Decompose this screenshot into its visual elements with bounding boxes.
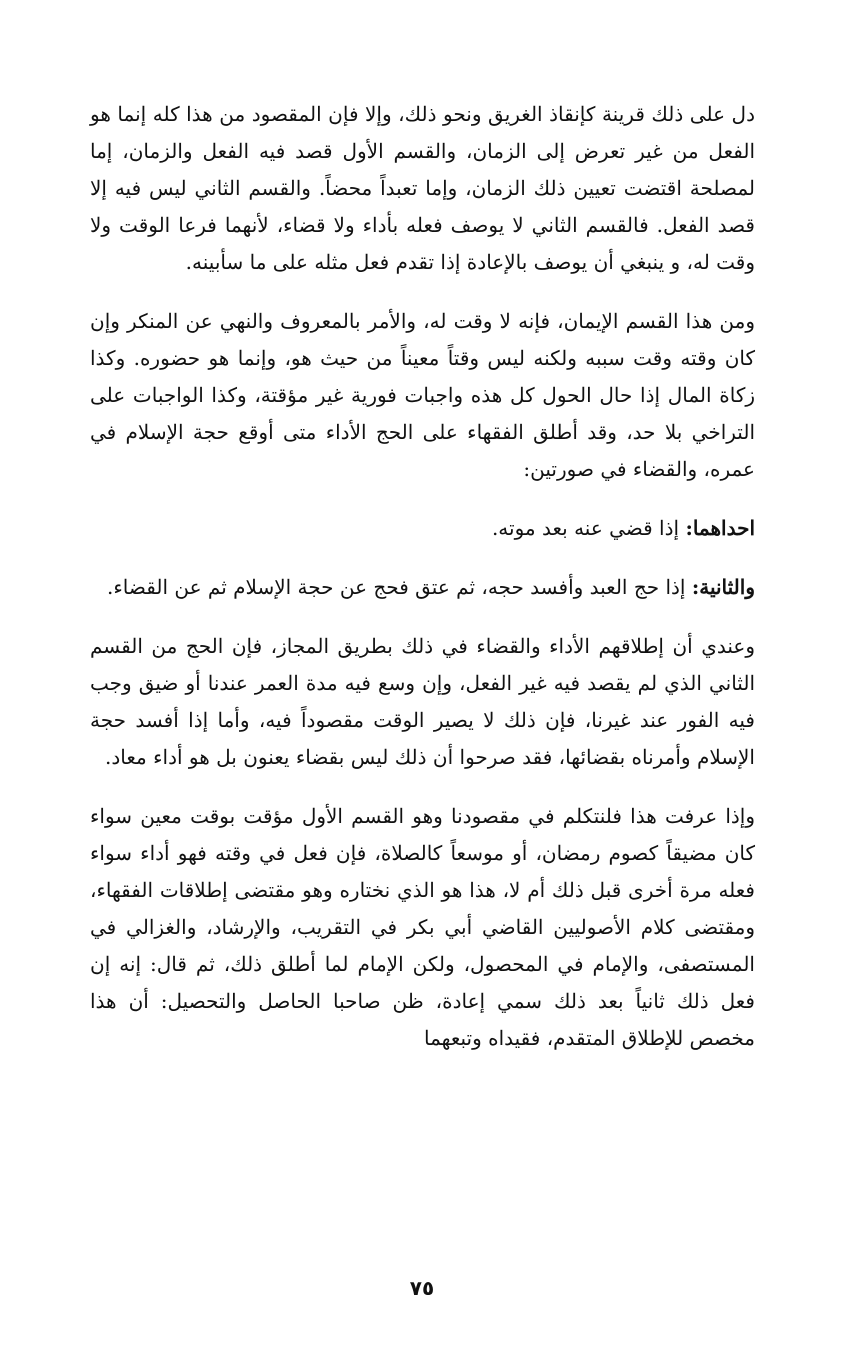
paragraph-4 [90,569,755,606]
paragraph-5 [90,628,755,776]
page-body [90,96,755,1079]
paragraph-1-text: دل على ذلك قرينة كإنقاذ الغريق ونحو ذلك، وإلا فإن المقصود من هذا كله إنما هو الفعل من غير تعرض إلى الزمان، والقسم الأول قصد فيه الفعل والزمان، إما لمصلحة اقتضت تعيين ذلك الزمان، وإما تعبداً محضاً. والقسم الثاني ليس فيه إلا قصد الفعل. فالقسم الثاني لا يوصف فعله بأداء ولا قضاء، لأنهما فرعا الوقت ولا وقت له، و ينبغي أن يوصف بالإعادة إذا تقدم فعل مثله على ما سأبينه. [90,102,755,274]
paragraph-3-label: احداهما: [685,516,755,540]
paragraph-4-label: والثانية: [691,575,755,599]
paragraph-1 [90,96,755,281]
paragraph-6 [90,798,755,1057]
paragraph-4-text: إذا حج العبد وأفسد حجه، ثم عتق فحج عن حجة الإسلام ثم عن القضاء. [107,575,686,599]
paragraph-6-text: وإذا عرفت هذا فلنتكلم في مقصودنا وهو القسم الأول مؤقت بوقت معين سواء كان مضيقاً كصوم رمضان، أو موسعاً كالصلاة، فإن فعل في وقته فهو أداء سواء فعله مرة أخرى قبل ذلك أم لا، هذا هو الذي نختاره وهو مقتضى إطلاقات الفقهاء، ومقتضى كلام الأصوليين القاضي أبي بكر في التقريب، والإرشاد، والغزالي في المستصفى، والإمام في المحصول، ولكن الإمام لما أطلق ذلك، ثم قال: إنه إن فعل ذلك ثانياً بعد ذلك سمي إعادة، ظن صاحبا الحاصل والتحصيل: أن هذا مخصص للإطلاق المتقدم، فقيداه وتبعهما [90,804,755,1050]
paragraph-5-text: وعندي أن إطلاقهم الأداء والقضاء في ذلك بطريق المجاز، فإن الحج من القسم الثاني الذي لم يقصد فيه غير الفعل، وإن وسع فيه مدة العمر عندنا أو ضيق وجب فيه الفور عند غيرنا، فإن ذلك لا يصير الوقت مقصوداً فيه، وأما إذا أفسد حجة الإسلام وأمرناه بقضائها، فقد صرحوا أن ذلك ليس بقضاء يعنون بل هو أداء معاد. [90,634,755,769]
paragraph-3-text: إذا قضي عنه بعد موته. [491,516,680,540]
paragraph-2-text: ومن هذا القسم الإيمان، فإنه لا وقت له، والأمر بالمعروف والنهي عن المنكر وإن كان وقته وقت سببه ولكنه ليس وقتاً معيناً من حيث هو، وإنما هو حضوره. وكذا زكاة المال إذا حال الحول كل هذه واجبات فورية غير مؤقتة، وكذا الواجبات على التراخي بلا حد، وقد أطلق الفقهاء على الحج الأداء متى أوقع حجة الإسلام في عمره، والقضاء في صورتين: [90,309,755,481]
paragraph-2 [90,303,755,488]
page-number: ٧٥ [409,1276,435,1300]
paragraph-3 [90,510,755,547]
